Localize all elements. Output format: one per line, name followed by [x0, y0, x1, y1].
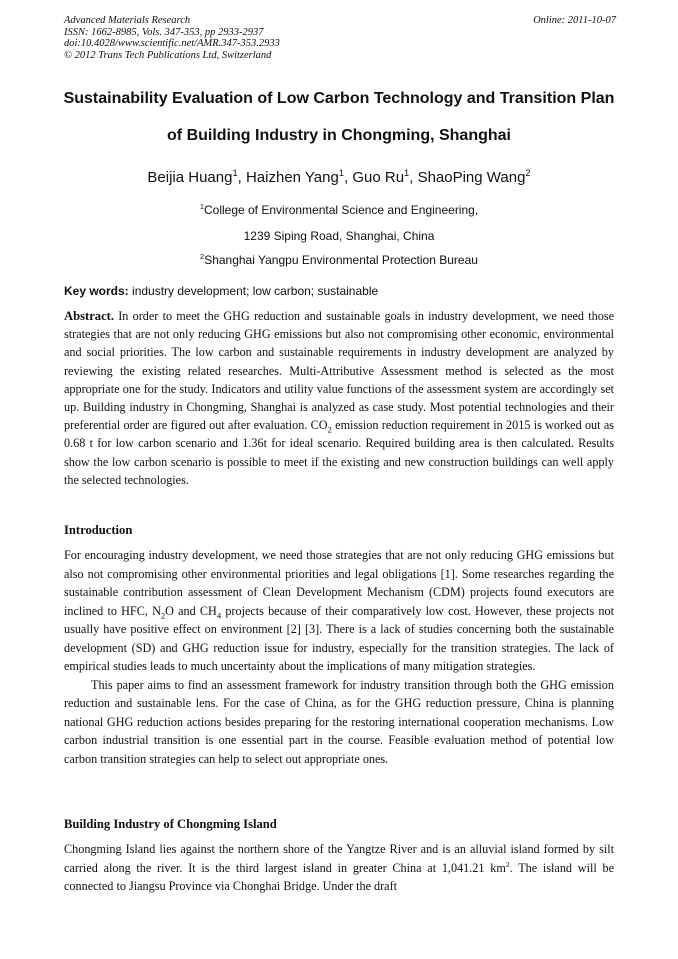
author-name: Beijia Huang	[147, 169, 233, 186]
keywords-label: Key words:	[64, 284, 129, 298]
affiliation-text: College of Environmental Science and Engineering,	[203, 203, 479, 217]
doi-line[interactable]: doi:10.4028/www.scientific.net/AMR.347-353.2933	[64, 38, 280, 49]
keywords-text: industry development; low carbon; sustainable	[128, 284, 379, 298]
paper-title-line-1: Sustainability Evaluation of Low Carbon Technology and Transition Plan	[63, 90, 615, 107]
paragraph-text: O and CH	[165, 603, 217, 618]
paragraph: This paper aims to find an assessment framework for industry transition through both the GHG emission reduction and sustainable lens. For the case of China, as for the GHG reduction pressure, China is planning national GHG reduction actions besides preparing for the restoring international cooperation mechanisms. Low carbon industrial transition is one essential part in the course. Feasible evaluation method of potential low carbon transition strategies can help to select out appropriate ones.	[64, 677, 614, 766]
affiliation-mark: 2	[200, 252, 205, 261]
journal-name: Advanced Materials Research	[64, 15, 191, 26]
author-affiliation-mark: 1	[338, 168, 344, 178]
online-date: Online: 2011-10-07	[533, 15, 616, 26]
paragraph-text: . The island will be connected to Jiangsu Province via Chonghai Bridge. Under the draft	[64, 860, 614, 893]
section-heading-building-industry: Building Industry of Chongming Island	[64, 817, 277, 831]
keywords	[64, 284, 378, 298]
affiliation-1	[40, 203, 638, 217]
paragraph	[64, 840, 614, 896]
abstract-text: In order to meet the GHG reduction and sustainable goals in industry development, we need those strategies that are not only reducing GHG emissions but also not compromising other economic, environmental and social priorities. The low carbon and sustainable requirements in industry development are analyzed by reviewing the existing related researches. Multi-Attributive Assessment method is selected as the most appropriate one for the study. Indicators and utility value functions of the assessment system are accordingly set up. Building industry in Chongming, Shanghai is analyzed as case study. Most potential technologies and their preferential order are figured out after evaluation. CO	[64, 309, 614, 433]
introduction-body	[64, 546, 614, 768]
affiliation-mark: 1	[199, 202, 204, 211]
abstract	[64, 307, 614, 489]
subscript: 2	[160, 609, 166, 620]
paragraph-text: For encouraging industry development, we need those strategies that are not only reducing GHG emissions but also not compromising other environmental priorities and legal obligations [1]. Some researches regarding the sustainable contribution assessment of Clean Development Mechanism (CDM) projects found executors are inclined to HFC, N	[64, 548, 614, 618]
author-affiliation-mark: 1	[232, 168, 238, 178]
paragraph	[64, 546, 614, 676]
paper-title-line-2: of Building Industry in Chongming, Shanghai	[167, 127, 511, 144]
paragraph-text: Chongming Island lies against the northern shore of the Yangtze River and is an alluvial island formed by silt carried along the river. It is the third largest island in greater China at 1,041.21 km	[64, 842, 614, 875]
author-affiliation-mark: 2	[525, 168, 531, 178]
author-affiliation-mark: 1	[404, 168, 410, 178]
issn-line: ISSN: 1662-8985, Vols. 347-353, pp 2933-2937	[64, 26, 264, 38]
journal-header	[64, 15, 616, 61]
abstract-text: emission reduction requirement in 2015 is worked out as 0.68 t for low carbon scenario and 1.36t for ideal scenario. Required building area is then calculated. Results show the low carbon scenario is possible to meet if the existing and new construction buildings can well apply the selected technologies.	[64, 418, 614, 487]
subscript: 2	[327, 424, 332, 435]
affiliation-1-address: 1239 Siping Road, Shanghai, China	[243, 229, 435, 243]
subscript: 4	[216, 609, 222, 620]
copyright-line: © 2012 Trans Tech Publications Ltd, Switzerland	[64, 49, 272, 61]
abstract-label: Abstract.	[64, 309, 115, 323]
paragraph-text: projects because of their comparatively low cost. However, these projects not usually have positive effect on environment [2] [3]. There is a lack of studies concerning both the sustainable development (SD) and GHG reduction issue for industry, especially for the transition strategies. The lack of empirical studies leads to much uncertainty about the implications of many mitigation strategies.	[64, 603, 614, 673]
superscript: 2	[505, 859, 510, 869]
affiliation-text: Shanghai Yangpu Environmental Protection Bureau	[204, 253, 478, 267]
author-name: Haizhen Yang	[245, 169, 339, 186]
author-list: Beijia Huang$^1$, Haizhen Yang$^1$, Guo Ru$^1$, ShaoPing Wang$^2$	[147, 168, 531, 186]
author-name: ShaoPing Wang	[417, 169, 526, 186]
building-section-body	[64, 840, 614, 896]
affiliation-2	[40, 253, 638, 267]
author-name: Guo Ru	[352, 169, 405, 186]
section-heading-introduction: Introduction	[64, 523, 133, 537]
